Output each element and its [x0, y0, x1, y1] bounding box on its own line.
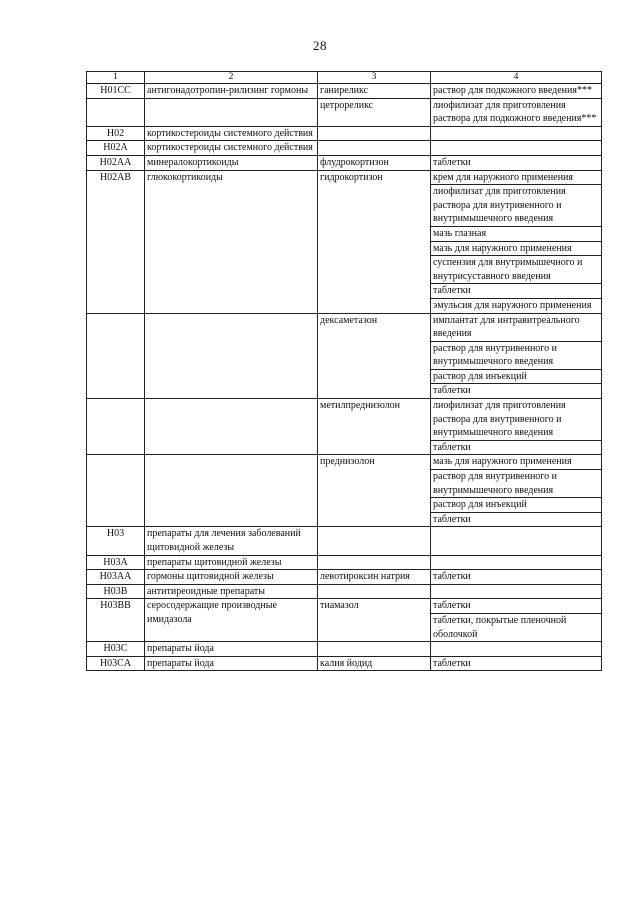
atc-code-cell	[87, 455, 145, 527]
table-row	[87, 170, 602, 313]
dosage-forms-cell	[431, 570, 602, 585]
table-row	[87, 584, 602, 599]
atc-code-cell	[87, 313, 145, 399]
dosage-form: таблетки	[431, 440, 601, 455]
page-number: 28	[313, 38, 327, 53]
dosage-forms-cell	[431, 642, 602, 657]
dosage-form: раствор для подкожного введения***	[433, 85, 592, 96]
drug-name-cell: цетрореликс	[318, 98, 431, 126]
table-row	[87, 555, 602, 570]
group-name-cell: кортикостероиды системного действия	[145, 126, 318, 141]
drug-name-cell: ганиреликс	[318, 84, 431, 99]
header-col-3: 3	[318, 72, 431, 84]
group-name-cell: препараты щитовидной железы	[145, 555, 318, 570]
atc-code-cell: H03A	[87, 555, 145, 570]
dosage-form: таблетки	[431, 512, 601, 527]
drug-name-cell: левотироксин натрия	[318, 570, 431, 585]
table-row	[87, 98, 602, 126]
table-row	[87, 126, 602, 141]
dosage-form: мазь глазная	[431, 226, 601, 241]
drug-name-cell	[318, 527, 431, 555]
group-name-cell: глюкокортикоиды	[145, 170, 318, 313]
group-name-cell	[145, 399, 318, 455]
dosage-forms-cell	[431, 599, 602, 642]
table-row	[87, 570, 602, 585]
table-row	[87, 455, 602, 527]
atc-code-cell: H02	[87, 126, 145, 141]
table-row	[87, 527, 602, 555]
drug-name-cell	[318, 555, 431, 570]
dosage-form: лиофилизат для приготовления раствора для подкожного введения***	[433, 99, 597, 125]
table-row	[87, 399, 602, 455]
dosage-form: имплантат для интравитреального введения	[433, 314, 580, 340]
atc-code-cell: H02A	[87, 141, 145, 156]
table-row	[87, 141, 602, 156]
drug-name-cell: метилпреднизолон	[318, 399, 431, 455]
atc-code-cell: H02AB	[87, 170, 145, 313]
drug-name-cell: калия йодид	[318, 656, 431, 671]
group-name-cell: минералокортикоиды	[145, 155, 318, 170]
group-name-cell: препараты для лечения заболеваний щитовидной железы	[145, 527, 318, 555]
table-row	[87, 642, 602, 657]
table-row	[87, 656, 602, 671]
atc-code-cell	[87, 98, 145, 126]
group-name-cell: препараты йода	[145, 656, 318, 671]
dosage-forms-cell	[431, 98, 602, 126]
header-col-2: 2	[145, 72, 318, 84]
table-header-row	[87, 72, 602, 84]
dosage-form: раствор для внутривенного и внутримышечного введения	[431, 341, 601, 369]
dosage-form: крем для наружного применения	[433, 171, 574, 183]
group-name-cell: гормоны щитовидной железы	[145, 570, 318, 585]
group-name-cell: антигонадотропин-рилизинг гормоны	[145, 84, 318, 99]
dosage-form: таблетки	[433, 156, 471, 168]
dosage-form: раствор для инъекций	[431, 497, 601, 512]
header-col-4: 4	[431, 72, 602, 84]
dosage-forms-cell	[431, 455, 602, 527]
drug-name-cell: преднизолон	[318, 455, 431, 527]
dosage-form: таблетки	[433, 657, 471, 669]
dosage-form: таблетки	[431, 383, 601, 398]
group-name-cell	[145, 98, 318, 126]
drug-table	[86, 71, 602, 671]
dosage-form: мазь для наружного применения	[431, 241, 601, 256]
atc-code-cell: H03AA	[87, 570, 145, 585]
dosage-form: таблетки	[433, 600, 471, 612]
atc-code-cell: H03BB	[87, 599, 145, 642]
atc-code-cell	[87, 399, 145, 455]
drug-name-cell	[318, 126, 431, 141]
header-col-1: 1	[87, 72, 145, 84]
dosage-forms-cell	[431, 170, 602, 313]
drug-name-cell: тиамазол	[318, 599, 431, 642]
dosage-form: таблетки	[431, 283, 601, 298]
group-name-cell	[145, 313, 318, 399]
table-row	[87, 84, 602, 99]
atc-code-cell: H03CA	[87, 656, 145, 671]
group-name-cell: кортикостероиды системного действия	[145, 141, 318, 156]
group-name-cell: серосодержащие производные имидазола	[145, 599, 318, 642]
dosage-forms-cell	[431, 141, 602, 156]
group-name-cell: антитиреоидные препараты	[145, 584, 318, 599]
drug-name-cell	[318, 642, 431, 657]
dosage-forms-cell	[431, 584, 602, 599]
atc-code-cell: H03B	[87, 584, 145, 599]
dosage-form: раствор для инъекций	[431, 369, 601, 384]
dosage-forms-cell	[431, 126, 602, 141]
drug-name-cell: флудрокортизон	[318, 155, 431, 170]
atc-code-cell: H03	[87, 527, 145, 555]
atc-code-cell: H01CC	[87, 84, 145, 99]
table-row	[87, 599, 602, 642]
dosage-form: таблетки, покрытые пленочной оболочкой	[431, 613, 601, 641]
dosage-form: лиофилизат для приготовления раствора для внутривенного и внутримышечного введения	[431, 184, 601, 226]
drug-name-cell: гидрокортизон	[318, 170, 431, 313]
dosage-form: мазь для наружного применения	[433, 456, 572, 468]
group-name-cell	[145, 455, 318, 527]
dosage-form: эмульсия для наружного применения	[431, 298, 601, 313]
dosage-forms-cell	[431, 84, 602, 99]
table-row	[87, 313, 602, 399]
dosage-form: суспензия для внутримышечного и внутрисуставного введения	[431, 255, 601, 283]
dosage-form: раствор для внутривенного и внутримышечного введения	[431, 469, 601, 497]
table-row	[87, 155, 602, 170]
dosage-forms-cell	[431, 155, 602, 170]
drug-name-cell	[318, 141, 431, 156]
dosage-forms-cell	[431, 313, 602, 399]
atc-code-cell: H02AA	[87, 155, 145, 170]
dosage-forms-cell	[431, 399, 602, 455]
drug-name-cell	[318, 584, 431, 599]
dosage-form: лиофилизат для приготовления раствора для внутривенного и внутримышечного введения	[433, 400, 566, 439]
drug-name-cell: дексаметазон	[318, 313, 431, 399]
atc-code-cell: H03C	[87, 642, 145, 657]
dosage-form: таблетки	[433, 571, 471, 583]
group-name-cell: препараты йода	[145, 642, 318, 657]
dosage-forms-cell	[431, 656, 602, 671]
dosage-forms-cell	[431, 527, 602, 555]
dosage-forms-cell	[431, 555, 602, 570]
